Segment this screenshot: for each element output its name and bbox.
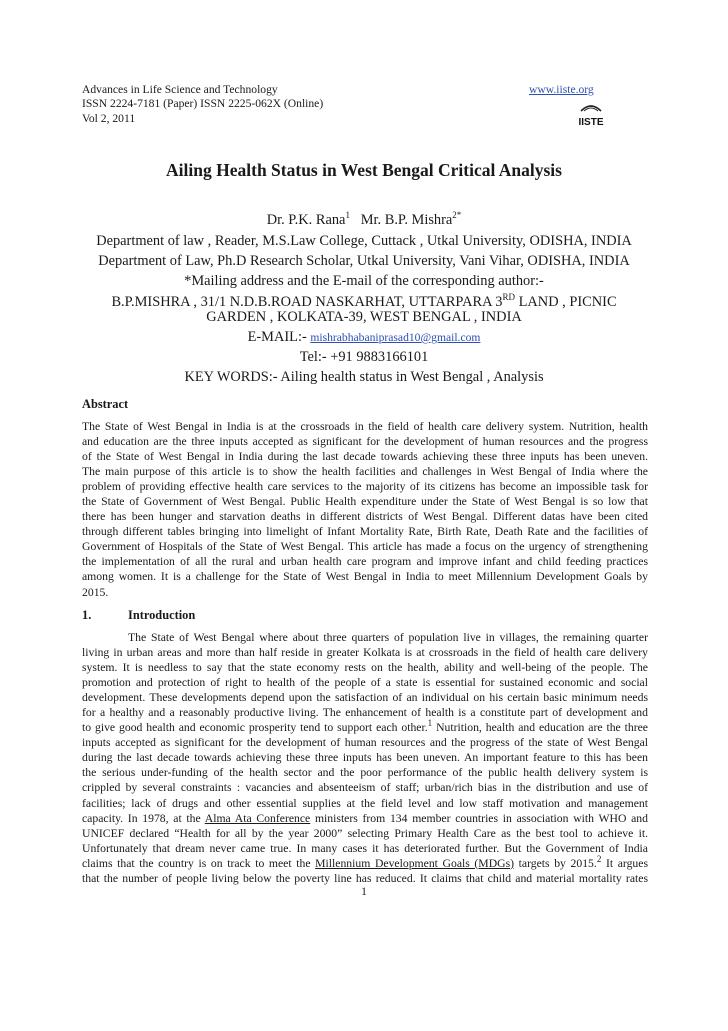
iiste-logo xyxy=(578,101,604,129)
abstract-line: problem of providing effective health care services to the majority of its citizens has become an impossible task for xyxy=(82,480,648,494)
journal-name: Advances in Life Science and Technology xyxy=(82,83,278,96)
abstract-line: The main purpose of this article is to show the health facilities and challenges in West Bengal of India where the xyxy=(82,465,648,479)
intro-line: facilities; lack of drugs and other essential supplies at the field level and low staff motivation and management xyxy=(82,796,648,810)
author-2: Mr. B.P. Mishra xyxy=(360,212,453,228)
intro-line: living in urban areas and more than half reside in greater Kolkata is at crossroads in the field of health care delivery xyxy=(82,646,648,660)
intro-line: system. It is needless to say that the state economy rests on the health, ability and well-being of the people. The xyxy=(82,661,648,675)
telephone: Tel:- +91 9883166101 xyxy=(299,349,429,365)
intro-text: claims that the country is on track to meet the xyxy=(82,856,316,870)
intro-line xyxy=(82,720,648,735)
intro-line: crippled by several constraints : vacancies and absenteeism of staff; urban/rich bias in the distribution and use of xyxy=(82,781,648,795)
paper-title: Ailing Health Status in West Bengal Critical Analysis xyxy=(166,160,562,180)
abstract-line: Government of Hospitals of the State of West Bengal. This article has made a focus on the urgency of strengthening xyxy=(82,540,648,554)
page-number: 1 xyxy=(361,885,367,898)
intro-line: development. These developments depend upon the satisfaction of an individual on his certain basic minimum needs xyxy=(82,691,648,705)
abstract-line: through different tables bringing into limelight of Infant Mortality Rate, Birth Rate, Death Rate and the facilities of xyxy=(82,525,648,539)
abstract-line: the implementation of all the rural and urban health care program and improve infant and child feeding practices xyxy=(82,555,648,569)
author-1-affil: 1 xyxy=(345,210,350,221)
intro-line xyxy=(82,853,648,871)
intro-text: to give good health and economic prosperity tend to support each other. xyxy=(82,721,428,735)
abstract-body xyxy=(82,419,648,600)
intro-line: during the last decade towards achieving these three inputs has been uneven. An important feature to this has been xyxy=(82,751,648,765)
address-text-end: LAND , PICNIC xyxy=(515,294,617,310)
address-sup: RD xyxy=(502,292,516,303)
footnote-ref-2[interactable]: 2 xyxy=(596,853,602,864)
intro-line: promotion and protection of right to health of the people of a state is essential for sustained economic and social xyxy=(82,676,648,690)
abstract-line: The State of West Bengal in India is at the crossroads in the field of health care delivery system. Nutrition, health xyxy=(82,420,648,433)
intro-line xyxy=(82,811,648,826)
section-title: Introduction xyxy=(128,608,196,622)
intro-line: the serious under-funding of the health sector and the poor performance of the public health delivery system is xyxy=(82,766,648,780)
journal-issn: ISSN 2224-7181 (Paper) ISSN 2225-062X (Online) xyxy=(82,97,324,111)
intro-line: UNICEF declared “Health for all by the year 2000” selecting Primary Health Care as the best tool to achieve it. xyxy=(82,826,648,840)
intro-text: Nutrition, health and education are the three xyxy=(432,721,648,735)
abstract-line: among women. It is a challenge for the State of West Bengal in India to meet Millennium Development Goals by xyxy=(82,570,648,584)
section-number: 1. xyxy=(82,608,92,622)
abstract-line: of the State of West Bengal in India during the last decade towards achieving these three inputs has been uneven. xyxy=(82,450,648,464)
postal-address-2: GARDEN , KOLKATA-39, WEST BENGAL , INDIA xyxy=(206,309,522,325)
journal-header xyxy=(82,83,323,126)
introduction-heading xyxy=(82,608,195,623)
intro-line: inputs accepted as significant for the development of human resources and the progress of the state of West Bengal xyxy=(82,736,648,750)
email-link[interactable]: mishrabhabaniprasad10@gmail.com xyxy=(310,331,481,344)
intro-line: The State of West Bengal where about three quarters of population live in villages, the remaining quarter xyxy=(128,631,648,644)
intro-line: for a healthy and a reasonably productive living. The enhancement of health is a constitute part of development and xyxy=(82,706,648,720)
intro-text: ministers from 134 member countries in association with WHO and xyxy=(310,811,648,825)
address-text: B.P.MISHRA , 31/1 N.D.B.ROAD NASKARHAT, UTTARPARA 3 xyxy=(111,294,503,310)
logo-text: IISTE xyxy=(578,117,604,128)
mdg-link[interactable]: Millennium Development Goals (MDGs) xyxy=(315,856,515,870)
footnote-ref-1[interactable]: 1 xyxy=(427,718,433,729)
email-label: E-MAIL:- xyxy=(247,329,307,345)
alma-ata-link[interactable]: Alma Ata Conference xyxy=(204,811,311,825)
intro-text: targets by 2015. xyxy=(514,856,597,870)
email-line xyxy=(0,329,728,346)
author-line xyxy=(0,212,728,229)
affiliation-2: Department of Law, Ph.D Research Scholar, Utkal University, Vani Vihar, ODISHA, INDIA xyxy=(98,253,630,269)
intro-text: It argues xyxy=(601,856,648,870)
intro-line: that the number of people living below the poverty line has reduced. It claims that child and material mortality rates xyxy=(82,871,648,885)
abstract-line: the State of Government of West Bengal. Public Health expenditure under the State of West Bengal is so low that xyxy=(82,495,648,509)
author-2-affil: 2* xyxy=(452,210,462,221)
abstract-heading: Abstract xyxy=(82,397,129,411)
intro-text: capacity. In 1978, at the xyxy=(82,811,205,825)
abstract-line: there has been hunger and starvation deaths in different districts of West Bengal. Different datas have been cited xyxy=(82,510,648,524)
abstract-line: and education are the three inputs accepted as significant for the development of human resources and the progress xyxy=(82,435,648,449)
journal-volume: Vol 2, 2011 xyxy=(82,111,136,125)
keywords: KEY WORDS:- Ailing health status in West Bengal , Analysis xyxy=(184,369,544,385)
introduction-body xyxy=(82,630,648,886)
abstract-line: 2015. xyxy=(82,585,109,599)
affiliation-1: Department of law , Reader, M.S.Law College, Cuttack , Utkal University, ODISHA, INDIA xyxy=(96,233,632,249)
journal-url-link[interactable]: www.iiste.org xyxy=(529,83,594,96)
author-1: Dr. P.K. Rana xyxy=(266,212,346,228)
mailing-note: *Mailing address and the E-mail of the corresponding author:- xyxy=(184,273,544,289)
intro-line: Unfortunately that dream never came true. In many cases it has deteriorated further. But the Government of India xyxy=(82,841,648,855)
